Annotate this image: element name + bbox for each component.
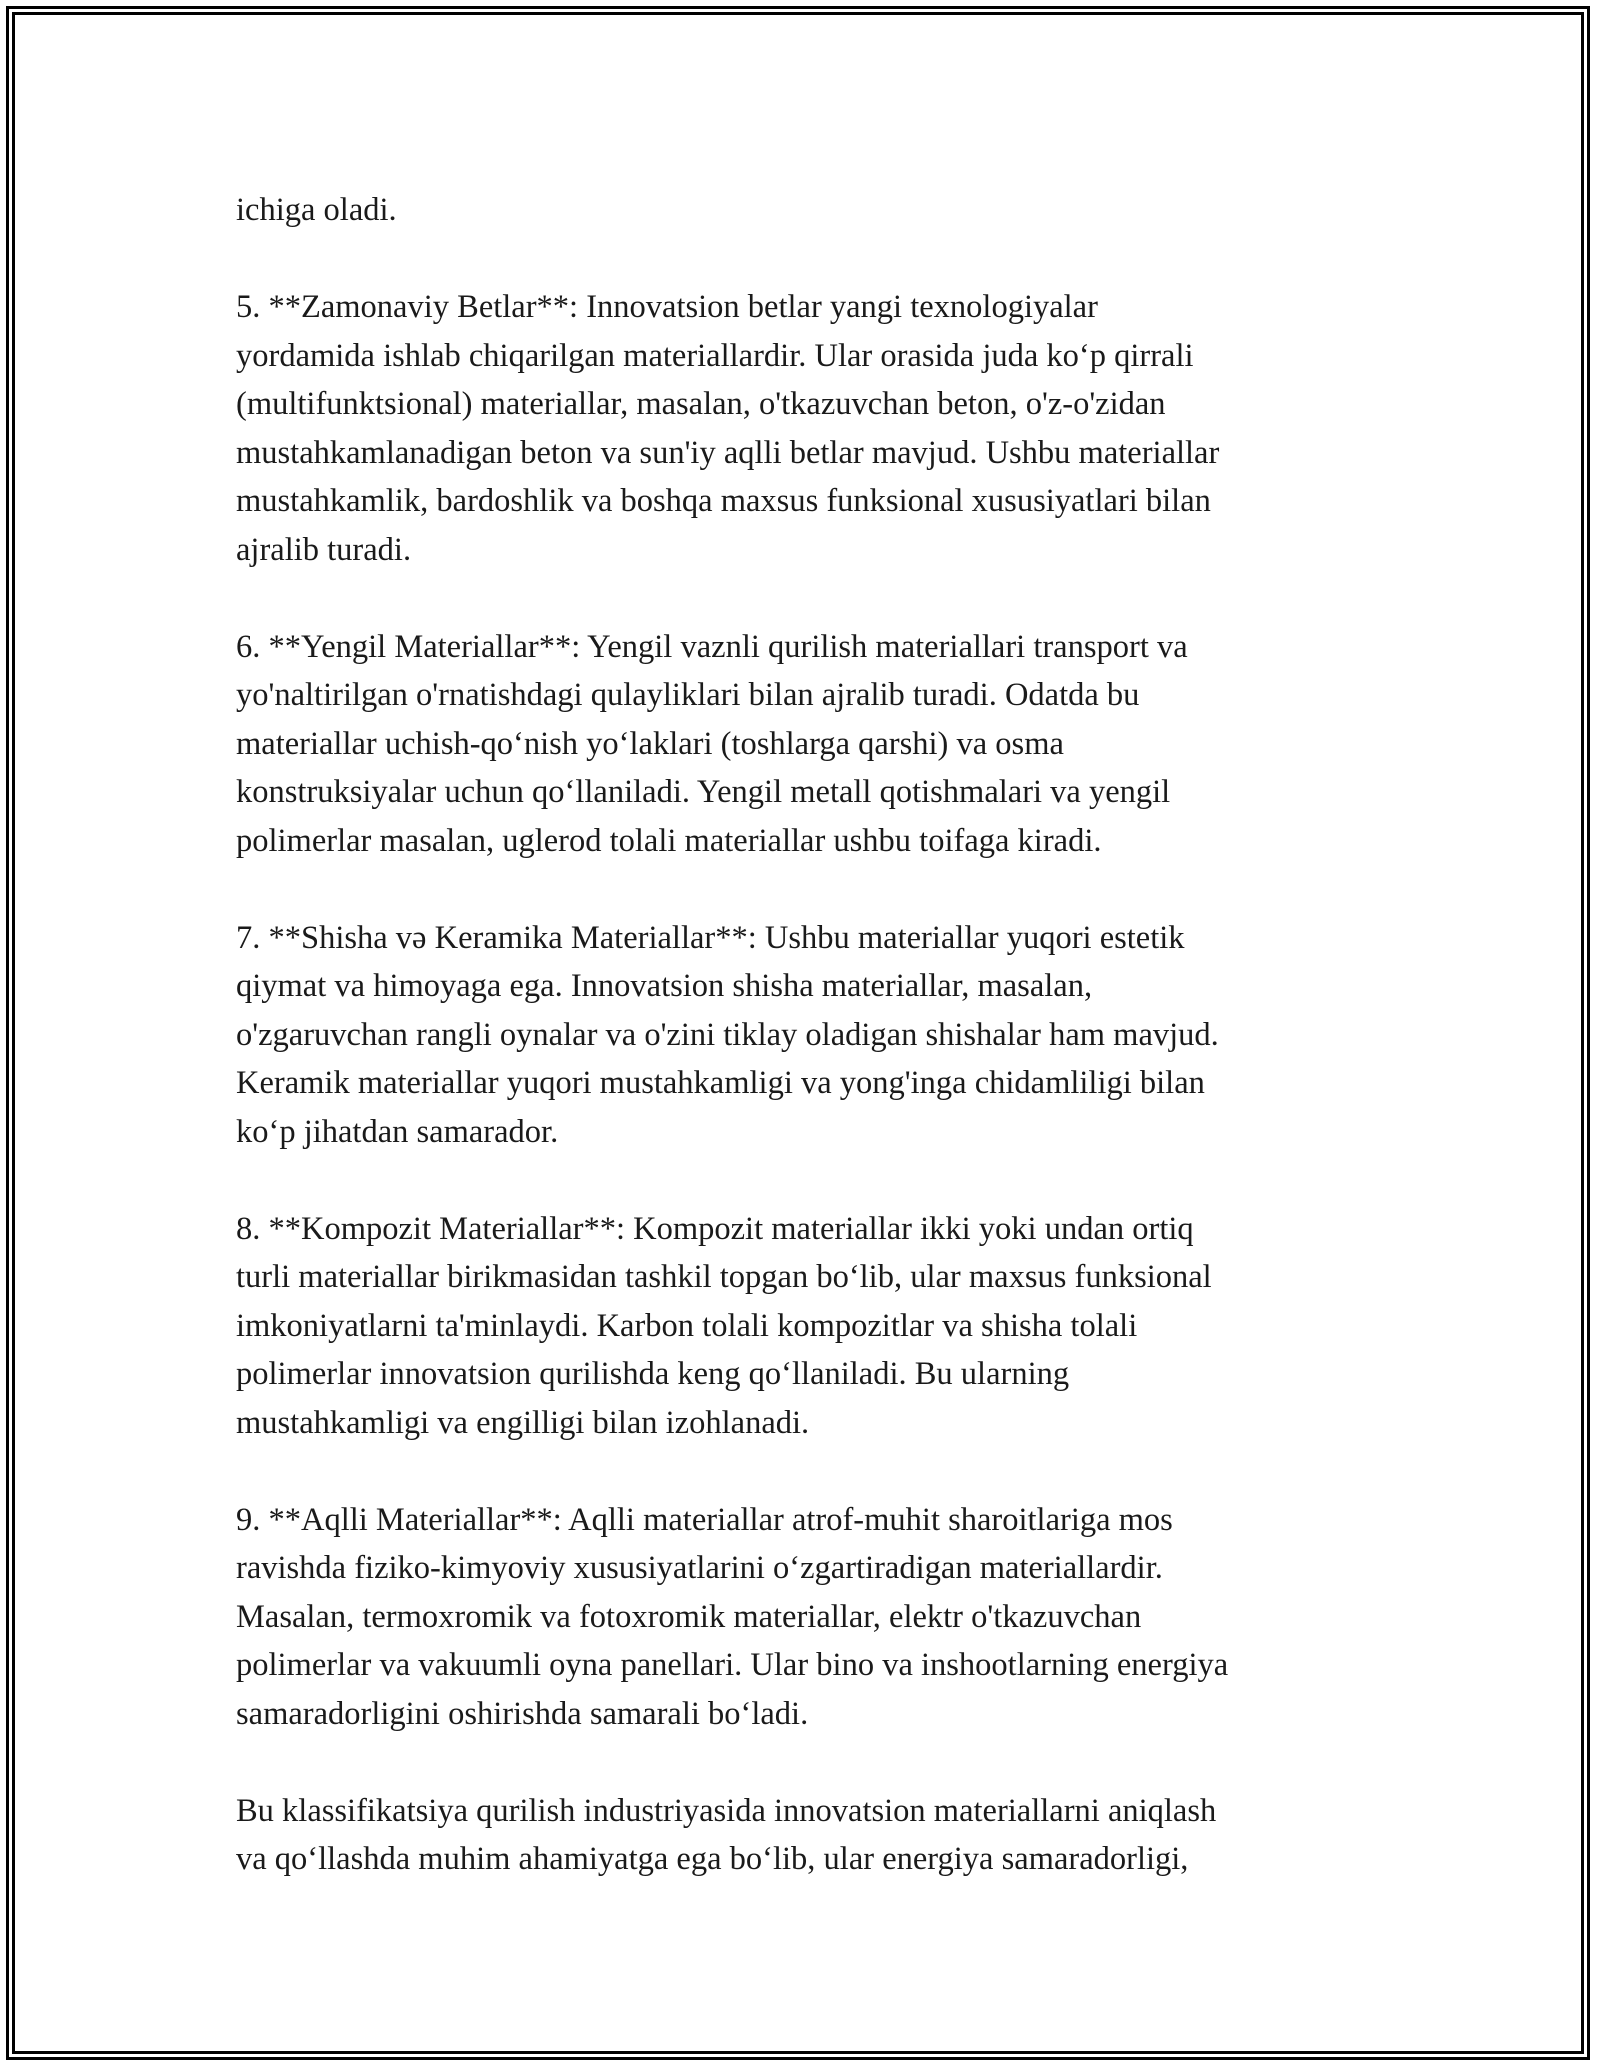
text-line: yo'naltirilgan o'rnatishdagi qulayliklari bilan ajralib turadi. Odatda bu (236, 677, 1140, 713)
text-line: 9. **Aqlli Materiallar**: Aqlli materiallar atrof-muhit sharoitlariga mos (236, 1501, 1173, 1538)
text-line: konstruksiyalar uchun qo‘llaniladi. Yengil metall qotishmalari va yengil (236, 774, 1171, 810)
text-line: polimerlar va vakuumli oyna panellari. Ular bino va inshootlarning energiya (236, 1647, 1229, 1683)
text-line: 7. **Shisha və Keramika Materiallar**: Ushbu materiallar yuqori estetik (236, 919, 1185, 956)
text-line: (multifunktsional) materiallar, masalan, o'tkazuvchan beton, o'z-o'zidan (236, 386, 1166, 422)
text-line: 8. **Kompozit Materiallar**: Kompozit materiallar ikki yoki undan ortiq (236, 1210, 1194, 1247)
text-line: ajralib turadi. (236, 531, 412, 568)
text-line: yordamida ishlab chiqarilgan materiallardir. Ular orasida juda ko‘p qirrali (236, 337, 1194, 374)
text-line: mustahkamlanadigan beton va sun'iy aqlli betlar mavjud. Ushbu materiallar (236, 434, 1220, 471)
text-line: ravishda fiziko-kimyoviy xususiyatlarini o‘zgartiradigan materiallardir. (236, 1550, 1163, 1586)
text-line: imkoniyatlarni ta'minlaydi. Karbon tolali kompozitlar va shisha tolali (236, 1307, 1138, 1344)
document-body (236, 186, 1386, 1932)
paragraph-item-5 (236, 283, 1386, 574)
text-line: mustahkamlik, bardoshlik va boshqa maxsus funksional xususiyatlari bilan (236, 483, 1211, 519)
text-line: o'zgaruvchan rangli oynalar va o'zini tiklay oladigan shishalar ham mavjud. (236, 1016, 1219, 1053)
text-line: va qo‘llashda muhim ahamiyatga ega bo‘lib, ular energiya samaradorligi, (236, 1841, 1189, 1877)
text-line: materiallar uchish-qo‘nish yo‘laklari (toshlarga qarshi) va osma (236, 725, 1064, 762)
text-line: turli materiallar birikmasidan tashkil topgan bo‘lib, ular maxsus funksional (236, 1259, 1212, 1295)
text-line: Keramik materiallar yuqori mustahkamligi va yong'inga chidamliligi bilan (236, 1065, 1205, 1101)
paragraph-continuation (236, 186, 1386, 235)
text-line: ichiga oladi. (236, 192, 397, 228)
text-line: Bu klassifikatsiya qurilish industriyasida innovatsion materiallarni aniqlash (236, 1792, 1217, 1829)
paragraph-item-7 (236, 914, 1386, 1157)
paragraph-item-8 (236, 1205, 1386, 1448)
text-line: 6. **Yengil Materiallar**: Yengil vaznli qurilish materiallari transport va (236, 628, 1188, 665)
text-line: ko‘p jihatdan samarador. (236, 1113, 559, 1150)
paragraph-conclusion (236, 1787, 1386, 1884)
text-line: samaradorligini oshirishda samarali bo‘ladi. (236, 1695, 809, 1732)
text-line: 5. **Zamonaviy Betlar**: Innovatsion betlar yangi texnologiyalar (236, 289, 1098, 325)
text-line: Masalan, termoxromik va fotoxromik materiallar, elektr o'tkazuvchan (236, 1598, 1142, 1635)
text-line: polimerlar masalan, uglerod tolali materiallar ushbu toifaga kiradi. (236, 822, 1102, 859)
text-line: mustahkamligi va engilligi bilan izohlanadi. (236, 1404, 810, 1441)
text-line: qiymat va himoyaga ega. Innovatsion shisha materiallar, masalan, (236, 968, 1093, 1004)
paragraph-item-6 (236, 623, 1386, 866)
paragraph-item-9 (236, 1496, 1386, 1739)
text-line: polimerlar innovatsion qurilishda keng qo‘llaniladi. Bu ularning (236, 1356, 1070, 1392)
